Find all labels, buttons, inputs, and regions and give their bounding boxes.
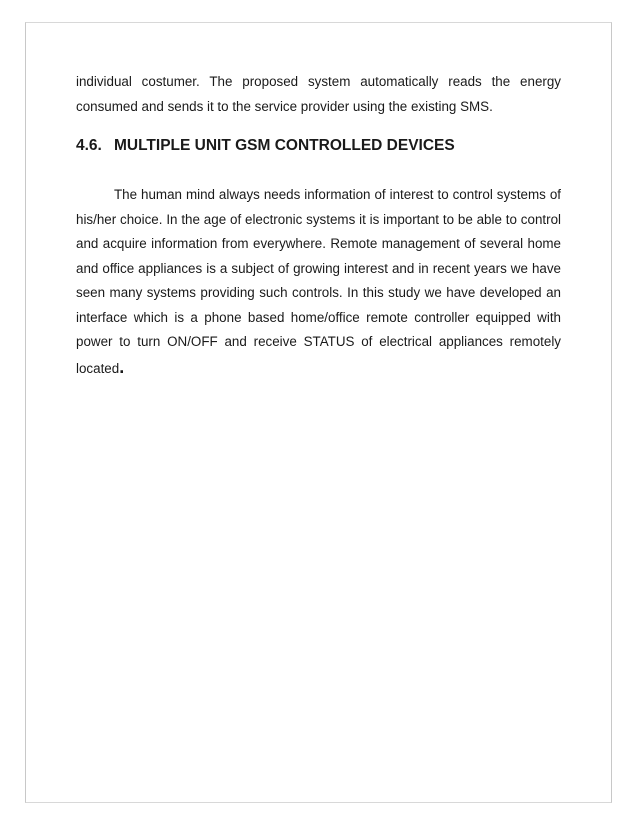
body-paragraph — [76, 183, 561, 381]
intro-paragraph: individual costumer. The proposed system automatically reads the energy consumed and sends it to the service provider using the existing SMS. — [76, 74, 561, 114]
document-body — [76, 70, 561, 381]
body-paragraph-text: The human mind always needs information of interest to control systems of his/her choice. In the age of electronic systems it is important to be able to control and acquire information from everywhere. Remote management of several home and office appliances is a subject of growing interest and in recent years we have seen many systems providing such controls. In this study we have developed an interface which is a phone based home/office remote controller equipped with power to turn ON/OFF and receive STATUS of electrical appliances remotely located — [76, 187, 561, 376]
section-title: MULTIPLE UNIT GSM CONTROLLED DEVICES — [114, 137, 455, 154]
section-heading — [76, 137, 561, 161]
section-number: 4.6. — [76, 137, 102, 154]
body-paragraph-end: . — [119, 356, 125, 377]
